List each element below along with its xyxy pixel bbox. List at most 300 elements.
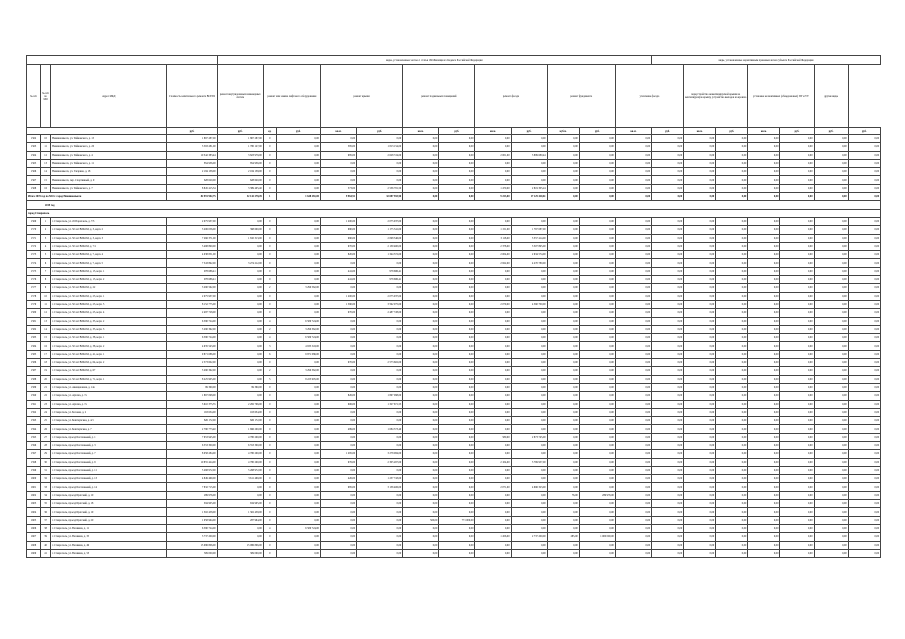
row-value: 2 487 728,00 <box>167 309 217 317</box>
row-value: 0,00 <box>684 242 716 250</box>
row-value: 0,00 <box>217 491 263 499</box>
row-number-mo: 15 <box>41 176 51 184</box>
row-value: 0,00 <box>579 408 615 416</box>
row-value: 0,00 <box>848 533 880 541</box>
row-value: 0,00 <box>780 176 814 184</box>
row-value: 0,00 <box>716 383 748 391</box>
table-row <box>27 516 881 524</box>
row-value: 76,00 <box>547 491 579 499</box>
row-value: 0,00 <box>848 259 880 267</box>
row-number: 1565 <box>27 159 41 167</box>
row-value: 0,00 <box>475 276 511 284</box>
row-value: 0,00 <box>547 317 579 325</box>
row-number: 1564 <box>27 151 41 159</box>
row-value: 0,00 <box>475 508 511 516</box>
row-number-mo: 18 <box>41 359 51 367</box>
row-value: 3 118,00 <box>475 234 511 242</box>
row-value: 0,00 <box>684 367 716 375</box>
row-value: 99 360,00 <box>217 383 263 391</box>
row-value: 1 295,00 <box>320 450 356 458</box>
row-value: 15 086 806,00 <box>217 541 263 549</box>
row-value: 309 000,00 <box>167 549 217 557</box>
row-value: 0,00 <box>748 159 780 167</box>
row-value: 0,00 <box>716 392 748 400</box>
row-value: 0,00 <box>684 159 716 167</box>
row-value: 0,00 <box>276 135 320 143</box>
row-value: 0,00 <box>511 400 547 408</box>
row-value: 0,00 <box>475 425 511 433</box>
row-value: 0,00 <box>814 433 848 441</box>
row-value: 0,00 <box>848 309 880 317</box>
row-value: 289 976,00 <box>579 491 615 499</box>
row-value: 0,00 <box>748 383 780 391</box>
row-value: 0,00 <box>403 359 439 367</box>
header-group-row <box>27 56 881 65</box>
row-value: 0,00 <box>615 549 651 557</box>
row-number: 1606 <box>27 524 41 532</box>
row-value: 0,00 <box>716 425 748 433</box>
row-value: 0,00 <box>320 533 356 541</box>
row-value: 0,00 <box>684 392 716 400</box>
row-number-mo: 2 <box>41 226 51 234</box>
table-row <box>27 276 881 284</box>
row-value: 580,00 <box>475 433 511 441</box>
row-value: 0,00 <box>780 276 814 284</box>
row-value: 0 <box>263 533 276 541</box>
row-value: 0,00 <box>814 300 848 308</box>
row-value: 0,00 <box>615 259 651 267</box>
row-value: 0,00 <box>814 475 848 483</box>
row-value: 2 536 781,50 <box>357 184 403 192</box>
row-value: 0,00 <box>748 259 780 267</box>
row-value: 0,00 <box>475 350 511 358</box>
row-value: 0,00 <box>217 392 263 400</box>
row-number-mo: 4 <box>41 242 51 250</box>
row-value: 309 000,00 <box>217 549 263 557</box>
row-value: 0,00 <box>357 383 403 391</box>
row-value: 3 290 562,00 <box>167 284 217 292</box>
row-value: 0,00 <box>439 276 475 284</box>
row-number: 1566 <box>27 168 41 176</box>
row-value: 0,00 <box>357 524 403 532</box>
row-value: 0,00 <box>217 483 263 491</box>
row-value: 0,00 <box>848 226 880 234</box>
row-address: г. Ставрополь, ул. 50 лет ВЛКСМ, д. 41, корп. 1 <box>51 350 167 358</box>
row-value: 0,00 <box>547 342 579 350</box>
row-value: 0,00 <box>615 143 651 151</box>
row-value: 0,00 <box>748 466 780 474</box>
table-row <box>27 226 881 234</box>
header-columns-row <box>27 65 881 128</box>
row-value: 0,00 <box>217 359 263 367</box>
row-value: 0,00 <box>716 168 748 176</box>
row-value: 0,00 <box>547 276 579 284</box>
row-value: 0,00 <box>652 483 684 491</box>
row-value: 6 580 724,00 <box>276 317 320 325</box>
row-value: 0,00 <box>217 334 263 342</box>
row-number: 1567 <box>27 176 41 184</box>
row-value: 0,00 <box>511 541 547 549</box>
row-value: 0,00 <box>848 375 880 383</box>
row-value: 0,00 <box>615 151 651 159</box>
row-value: 0,00 <box>403 350 439 358</box>
row-value: 0,00 <box>403 292 439 300</box>
row-value: 0 <box>263 151 276 159</box>
row-value: 0,00 <box>511 276 547 284</box>
row-address: г. Ставрополь, ул. Бештаунская, д. 4/1 <box>51 417 167 425</box>
row-number: 1578 <box>27 292 41 300</box>
row-value: 0,00 <box>748 408 780 416</box>
row-value: 0,00 <box>684 425 716 433</box>
row-value: 0,00 <box>814 458 848 466</box>
row-value: 0,00 <box>652 524 684 532</box>
row-value: 1 058 964,00 <box>167 516 217 524</box>
row-value: 0,00 <box>439 234 475 242</box>
row-number-mo: 37 <box>41 516 51 524</box>
row-value: 0,00 <box>403 508 439 516</box>
row-number: 1596 <box>27 441 41 449</box>
unit-cell: кв.м. <box>475 128 511 135</box>
row-address: г. Ставрополь, проезд Богатенький, д. 3 <box>51 441 167 449</box>
row-value: 0,00 <box>547 151 579 159</box>
row-value: 0,00 <box>276 359 320 367</box>
row-value: 0,00 <box>320 408 356 416</box>
row-value: 0,00 <box>814 441 848 449</box>
row-value: 0,00 <box>475 408 511 416</box>
row-value: 0,00 <box>403 135 439 143</box>
row-value: 0,00 <box>684 466 716 474</box>
row-value: 985,00 <box>320 151 356 159</box>
row-value: 0,00 <box>475 466 511 474</box>
row-value: 0,00 <box>652 251 684 259</box>
row-value: 3 290 362,00 <box>167 367 217 375</box>
row-value: 0,00 <box>748 251 780 259</box>
row-value: 0,00 <box>403 143 439 151</box>
row-value: 0,00 <box>814 259 848 267</box>
row-number-mo: 11 <box>41 300 51 308</box>
row-value: 0,00 <box>615 342 651 350</box>
row-address: г. Ставрополь, ул. 50 лет ВЛКСМ, д. 64, корп. 2 <box>51 359 167 367</box>
row-address: г. Ставрополь, проезд Братский, д. 20 <box>51 516 167 524</box>
row-value: 0,00 <box>439 342 475 350</box>
row-value: 1 590,00 <box>320 300 356 308</box>
unit-cell: руб. <box>357 128 403 135</box>
row-value: 10 855 424,00 <box>167 458 217 466</box>
total-value: 0,00 <box>814 193 848 201</box>
row-number: 1587 <box>27 367 41 375</box>
row-value: 0,00 <box>547 475 579 483</box>
row-value: 0,00 <box>848 325 880 333</box>
row-value: 0,00 <box>652 135 684 143</box>
row-value: 0,00 <box>848 400 880 408</box>
row-value: 0,00 <box>848 458 880 466</box>
row-value: 1 470,00 <box>475 184 511 192</box>
table-row <box>27 168 881 176</box>
row-value: 0,00 <box>652 325 684 333</box>
table-row <box>27 284 881 292</box>
row-value: 0,00 <box>615 284 651 292</box>
row-value: 0,00 <box>615 400 651 408</box>
row-value: 0,00 <box>814 342 848 350</box>
row-value: 0 <box>263 508 276 516</box>
row-value: 0,00 <box>684 408 716 416</box>
row-address: г. Ставрополь, проезд Братский, д. 19 <box>51 508 167 516</box>
row-value: 0,00 <box>579 458 615 466</box>
row-value: 0,00 <box>475 367 511 375</box>
row-value: 0,00 <box>814 226 848 234</box>
row-value: 0,00 <box>716 234 748 242</box>
row-address: г. Ставрополь, ул. Васякина, д. 53 <box>51 549 167 557</box>
row-value: 0,00 <box>748 541 780 549</box>
row-value: 0,00 <box>652 151 684 159</box>
row-value: 978 686,41 <box>357 276 403 284</box>
row-value: 0,00 <box>780 334 814 342</box>
table-row <box>27 483 881 491</box>
row-value: 0,00 <box>814 408 848 416</box>
row-value: 0,00 <box>547 466 579 474</box>
row-value: 0,00 <box>579 300 615 308</box>
row-value: 585,00 <box>320 143 356 151</box>
row-value: 0,00 <box>579 168 615 176</box>
row-value: 0,00 <box>716 417 748 425</box>
row-address: г. Ставрополь, ул. 50 лет ВЛКСМ, д. 38, корп. 2 <box>51 342 167 350</box>
row-value: 0,00 <box>403 533 439 541</box>
table-row <box>27 251 881 259</box>
table-row <box>27 500 881 508</box>
row-value: 2 573 602,00 <box>167 359 217 367</box>
row-value: 0,00 <box>511 309 547 317</box>
row-value: 0,00 <box>748 359 780 367</box>
row-value: 0 <box>263 251 276 259</box>
row-value: 0,00 <box>276 508 320 516</box>
row-value: 0,00 <box>276 259 320 267</box>
row-value: 0,00 <box>684 342 716 350</box>
row-address: Невинномысск, ул. Чайковского, д. 11 <box>51 159 167 167</box>
unit-cell: руб. <box>716 128 748 135</box>
row-number: 1600 <box>27 475 41 483</box>
table-row <box>27 433 881 441</box>
row-value: 0,00 <box>780 367 814 375</box>
row-value: 0,00 <box>217 292 263 300</box>
row-value: 0,00 <box>276 458 320 466</box>
row-value: 3 889 680,44 <box>511 151 547 159</box>
row-value: 0,00 <box>848 159 880 167</box>
row-value: 0,00 <box>439 309 475 317</box>
row-value: 0,00 <box>814 483 848 491</box>
row-value: 0,00 <box>579 450 615 458</box>
row-value: 0,00 <box>684 491 716 499</box>
row-value: 0,00 <box>403 400 439 408</box>
row-value: 0,00 <box>276 276 320 284</box>
row-value: 0,00 <box>439 143 475 151</box>
row-value: 0,00 <box>780 475 814 483</box>
unit-cell: ед. <box>263 128 276 135</box>
row-value: 0,00 <box>579 500 615 508</box>
row-value: 0,00 <box>579 143 615 151</box>
row-value: 0,00 <box>403 317 439 325</box>
row-value: 0,00 <box>716 483 748 491</box>
row-value: 0,00 <box>475 267 511 275</box>
row-value: 0,00 <box>320 317 356 325</box>
row-value: 0,00 <box>276 143 320 151</box>
row-value: 0,00 <box>848 408 880 416</box>
row-number-mo: 1 <box>41 217 51 225</box>
row-value: 9 871 086,00 <box>276 350 320 358</box>
row-value: 0,00 <box>320 284 356 292</box>
row-value: 0,00 <box>615 168 651 176</box>
unit-cell: руб. <box>511 128 547 135</box>
row-value: 0,00 <box>403 342 439 350</box>
row-number-mo: 28 <box>41 441 51 449</box>
total-value: 0,00 <box>748 193 780 201</box>
row-value: 4 696 323,00 <box>511 483 547 491</box>
row-value: 0,00 <box>276 226 320 234</box>
row-value: 0,00 <box>848 549 880 557</box>
row-number: 1604 <box>27 508 41 516</box>
row-value: 0,00 <box>615 450 651 458</box>
row-value: 0,00 <box>276 549 320 557</box>
row-value: 6 553 300,00 <box>217 441 263 449</box>
row-value: 985,00 <box>320 483 356 491</box>
row-value: 0 <box>263 176 276 184</box>
row-number: 1589 <box>27 383 41 391</box>
row-value: 0,00 <box>716 217 748 225</box>
row-value: 0,00 <box>276 251 320 259</box>
row-value: 0,00 <box>403 267 439 275</box>
row-value: 0,00 <box>579 541 615 549</box>
row-value: 8 225 905,00 <box>167 375 217 383</box>
row-value: 0,00 <box>848 392 880 400</box>
col-roof-rebuild: переустройство невентилируемой крыши на вентилируемую крышу, устройство выходов на кровлю <box>684 65 748 128</box>
row-value: 826 172,00 <box>167 417 217 425</box>
row-value: 3 <box>263 342 276 350</box>
row-value: 0,00 <box>439 168 475 176</box>
row-value: 0,00 <box>511 284 547 292</box>
table-row <box>27 417 881 425</box>
row-value: 0,00 <box>615 334 651 342</box>
row-value: 0,00 <box>579 433 615 441</box>
row-value: 441,00 <box>320 267 356 275</box>
row-value: 0,00 <box>615 159 651 167</box>
row-value: 0,00 <box>814 143 848 151</box>
total-label: Итого 2019 год по МО г. город Невинномысск <box>27 193 167 201</box>
row-value: 1 456,00 <box>475 533 511 541</box>
units-blank <box>27 128 167 135</box>
row-value: 0,00 <box>652 284 684 292</box>
row-value: 0,00 <box>276 151 320 159</box>
row-value: 0,00 <box>652 159 684 167</box>
row-value: 0,00 <box>439 433 475 441</box>
row-value: 0,00 <box>684 359 716 367</box>
row-value: 0,00 <box>511 334 547 342</box>
row-value: 0,00 <box>547 300 579 308</box>
row-value: 0,00 <box>652 541 684 549</box>
row-number-mo: 30 <box>41 458 51 466</box>
row-value: 0,00 <box>475 135 511 143</box>
row-value: 0,00 <box>511 417 547 425</box>
row-address: г. Ставрополь, ул. 50 лет ВЛКСМ, д. 7, корп. 5 <box>51 259 167 267</box>
row-value: 0,00 <box>814 151 848 159</box>
row-value: 3 737 200,00 <box>167 533 217 541</box>
row-value: 0,00 <box>320 342 356 350</box>
row-value: 0,00 <box>748 483 780 491</box>
row-value: 0,00 <box>814 168 848 176</box>
row-value: 0,00 <box>217 284 263 292</box>
row-value: 0,00 <box>403 242 439 250</box>
row-value: 0,00 <box>780 417 814 425</box>
row-value: 0,00 <box>547 508 579 516</box>
row-number: 1609 <box>27 549 41 557</box>
row-number: 1588 <box>27 375 41 383</box>
row-value: 0,00 <box>547 392 579 400</box>
row-value: 0,00 <box>475 176 511 184</box>
row-value: 0,00 <box>848 276 880 284</box>
row-value: 0,00 <box>848 441 880 449</box>
row-value: 0,00 <box>716 251 748 259</box>
row-value: 0,00 <box>475 524 511 532</box>
row-value: 0,00 <box>579 375 615 383</box>
row-value: 0 <box>263 135 276 143</box>
row-value: 0,00 <box>748 450 780 458</box>
row-value: 0,00 <box>511 168 547 176</box>
row-value: 0,00 <box>652 267 684 275</box>
row-value: 2 075 937,00 <box>167 292 217 300</box>
row-value: 0,00 <box>357 408 403 416</box>
row-number-mo: 10 <box>41 292 51 300</box>
row-value: 5 <box>263 375 276 383</box>
row-value: 1 200,00 <box>320 292 356 300</box>
row-value: 8 845 415,34 <box>167 184 217 192</box>
row-address: Невинномысск, ул. Чайковского, д. 4 <box>51 151 167 159</box>
row-value: 0,00 <box>217 242 263 250</box>
row-value: 4 780 200,00 <box>217 433 263 441</box>
row-number-mo: 6 <box>41 259 51 267</box>
row-value: 0 <box>263 234 276 242</box>
row-value: 0,00 <box>579 217 615 225</box>
row-address: г. Ставрополь, ул. 50 лет ВЛКСМ, д. 15, корп. 1 <box>51 267 167 275</box>
row-number: 1581 <box>27 317 41 325</box>
row-value: 0,00 <box>579 392 615 400</box>
row-value: 0,00 <box>716 541 748 549</box>
row-value: 0,00 <box>403 334 439 342</box>
row-value: 3 823 979,00 <box>217 151 263 159</box>
row-value: 8 225 905,00 <box>276 375 320 383</box>
row-number-mo: 7 <box>41 267 51 275</box>
row-value: 0,00 <box>716 508 748 516</box>
row-value: 0,00 <box>439 151 475 159</box>
row-value: 0,00 <box>439 466 475 474</box>
row-value: 0,00 <box>684 549 716 557</box>
row-value: 628 620,00 <box>167 176 217 184</box>
col-number: № п/п <box>27 65 41 128</box>
row-value: 0,00 <box>684 441 716 449</box>
row-value: 0,00 <box>579 309 615 317</box>
row-value: 628 620,00 <box>217 176 263 184</box>
unit-cell: кв.м. <box>403 128 439 135</box>
row-value: 0,00 <box>579 549 615 557</box>
row-value: 0,00 <box>615 276 651 284</box>
row-value: 0,00 <box>276 441 320 449</box>
table-row <box>27 508 881 516</box>
row-value: 0,00 <box>439 317 475 325</box>
row-value: 0,00 <box>615 383 651 391</box>
row-value: 0,00 <box>748 458 780 466</box>
row-number-mo: 12 <box>41 151 51 159</box>
row-value: 0,00 <box>357 168 403 176</box>
table-row <box>27 367 881 375</box>
row-value: 0,00 <box>547 143 579 151</box>
row-value: 2 737 200,00 <box>511 533 547 541</box>
